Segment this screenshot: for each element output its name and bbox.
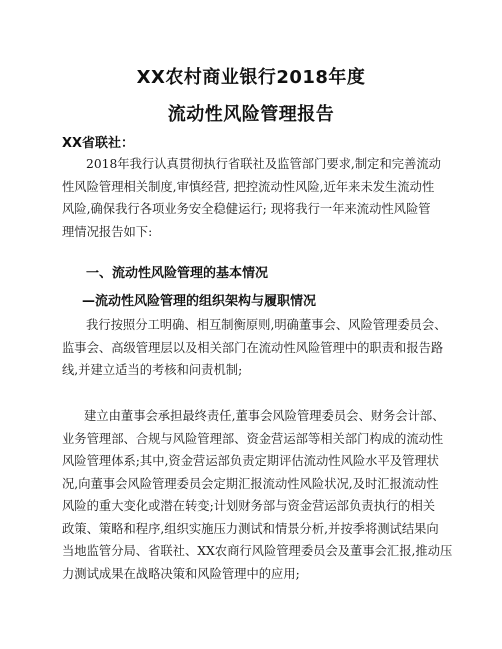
paragraph-line: 风险管理体系;其中,资金营运部负责定期评估流动性风险水平及管理状 <box>62 454 439 468</box>
paragraph-line: 线,并建立适当的考核和问责机制; <box>62 363 243 377</box>
report-title-line-2: 流动性风险管理报告 <box>167 104 335 125</box>
intro-paragraph <box>62 153 460 243</box>
addressee: XX省联社： <box>62 136 135 151</box>
report-title-line-1: XX农村商业银行2018年度 <box>136 67 366 88</box>
section-heading: 一、流动性风险管理的基本情况 <box>86 266 269 281</box>
risk-system-paragraph <box>62 405 460 585</box>
paragraph-line: 监事会、高级管理层以及相关部门在流动性风险管理中的职责和报告路 <box>62 340 444 355</box>
paragraph-line: 风险的重大变化或潜在转变;计划财务部与资金营运部负责执行的相关 <box>62 499 436 513</box>
paragraph-line: 况,向董事会风险管理委员会定期汇报流动性风险状况,及时汇报流动性 <box>62 476 439 491</box>
paragraph-line: 业务管理部、合规与风险管理部、资金营运部等相关部门构成的流动性 <box>62 431 444 446</box>
paragraph-line: 建立由董事会承担最终责任,董事会风险管理委员会、财务会计部、 <box>84 409 445 423</box>
organization-paragraph <box>62 314 460 382</box>
intro-line: 风险,确保我行各项业务安全稳健运行; 现将我行一年来流动性风险管 <box>62 202 431 216</box>
intro-line: 理情况报告如下: <box>62 224 153 239</box>
paragraph-line: 当地监管分局、省联社、XX农商行风险管理委员会及董事会汇报,推动压 <box>62 544 453 558</box>
intro-line: 性风险管理相关制度,审慎经营, 把控流动性风险,近年来未发生流动性 <box>62 179 435 194</box>
subsection-heading: —流动性风险管理的组织架构与履职情况 <box>82 294 317 309</box>
paragraph-line: 政策、策略和程序,组织实施压力测试和情景分析,并按季将测试结果向 <box>62 521 439 536</box>
paragraph-line: 力测试成果在战略决策和风险管理中的应用; <box>62 566 300 581</box>
intro-line: 2018年我行认真贯彻执行省联社及监管部门要求,制定和完善流动 <box>86 157 441 171</box>
paragraph-line: 我行按照分工明确、相互制衡原则,明确董事会、风险管理委员会、 <box>86 318 447 332</box>
